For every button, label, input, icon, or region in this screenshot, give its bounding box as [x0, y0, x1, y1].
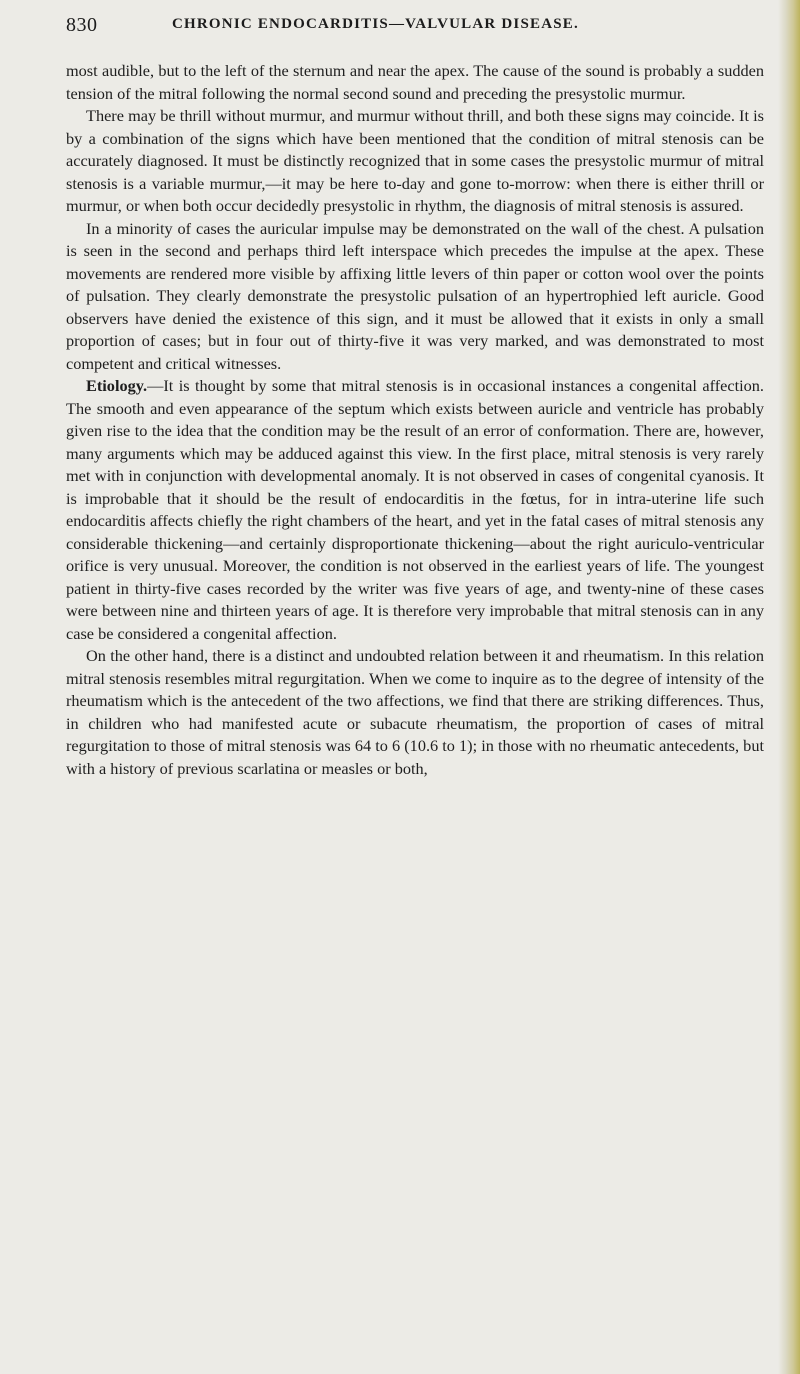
paragraph-text: —It is thought by some that mitral stenosis is in occasional instances a congenital affection. The smooth and even appearance of the septum which exists between auricle and ventricle has probably given rise to the idea that the condition may be the result of an error of conformation. There are, however, many arguments which may be adduced against this view. In the first place, mitral stenosis is very rarely met with in conjunction with developmental anomaly. It is not observed in cases of congenital cyanosis. It is improbable that it should be the result of endocarditis in the fœtus, for in intra-uterine life such endocarditis affects chiefly the right chambers of the heart, and yet in the fatal cases of mitral stenosis any considerable thickening—and certainly disproportionate thickening—about the right auriculo-ventricular orifice is very unusual. Moreover, the condition is not observed in the earliest years of life. The youngest patient in thirty-five cases recorded by the writer was five years of age, and twenty-nine of these cases were between nine and thirteen years of age. It is therefore very improbable that mitral stenosis can in any case be considered a congenital affection.	[66, 376, 764, 643]
paragraph-text: In a minority of cases the auricular impulse may be demonstrated on the wall of the chest. A pulsation is seen in the second and perhaps third left interspace which precedes the impulse at the apex. These movements are rendered more visible by affixing little levers of thin paper or cotton wool over the points of pulsation. They clearly demonstrate the presystolic pulsation of an hypertrophied left auricle. Good observers have denied the existence of this sign, and it must be allowed that it exists in only a small proportion of cases; but in four out of thirty-five it was very marked, and was demonstrated to most competent and critical witnesses.	[66, 218, 764, 373]
section-heading-etiology: Etiology.	[86, 376, 148, 395]
paragraph-text: most audible, but to the left of the sternum and near the apex. The cause of the sound is probably a sudden tension of the mitral following the normal second sound and preceding the presystolic murmur.	[66, 61, 764, 103]
paragraph	[66, 645, 764, 780]
paragraph-text: There may be thrill without murmur, and murmur without thrill, and both these signs may coincide. It is by a combination of the signs which have been mentioned that the condition of mitral stenosis can be accurately diagnosed. It must be distinctly recognized that in some cases the presystolic murmur of mitral stenosis is a variable murmur,—it may be here to-day and gone to-morrow: when there is either thrill or murmur, or when both occur decidedly presystolic in rhythm, the diagnosis of mitral stenosis is assured.	[66, 106, 764, 215]
paragraph	[66, 60, 764, 105]
paragraph	[66, 105, 764, 218]
paragraph-etiology	[66, 375, 764, 645]
paragraph	[66, 218, 764, 376]
page-number: 830	[66, 14, 98, 36]
paragraph-text: On the other hand, there is a distinct and undoubted relation between it and rheumatism. In this relation mitral stenosis resembles mitral regurgitation. When we come to inquire as to the degree of intensity of the rheumatism which is the antecedent of the two affections, we find that there are striking differences. Thus, in children who had manifested acute or subacute rheumatism, the proportion of cases of mitral regurgitation to those of mitral stenosis was 64 to 6 (10.6 to 1); in those with no rheumatic antecedents, but with a history of previous scarlatina or measles or both,	[66, 646, 764, 778]
page-header	[66, 14, 766, 46]
body-text	[66, 60, 764, 780]
page-edge-shading	[778, 0, 800, 1374]
running-head: CHRONIC ENDOCARDITIS—VALVULAR DISEASE.	[172, 16, 579, 32]
